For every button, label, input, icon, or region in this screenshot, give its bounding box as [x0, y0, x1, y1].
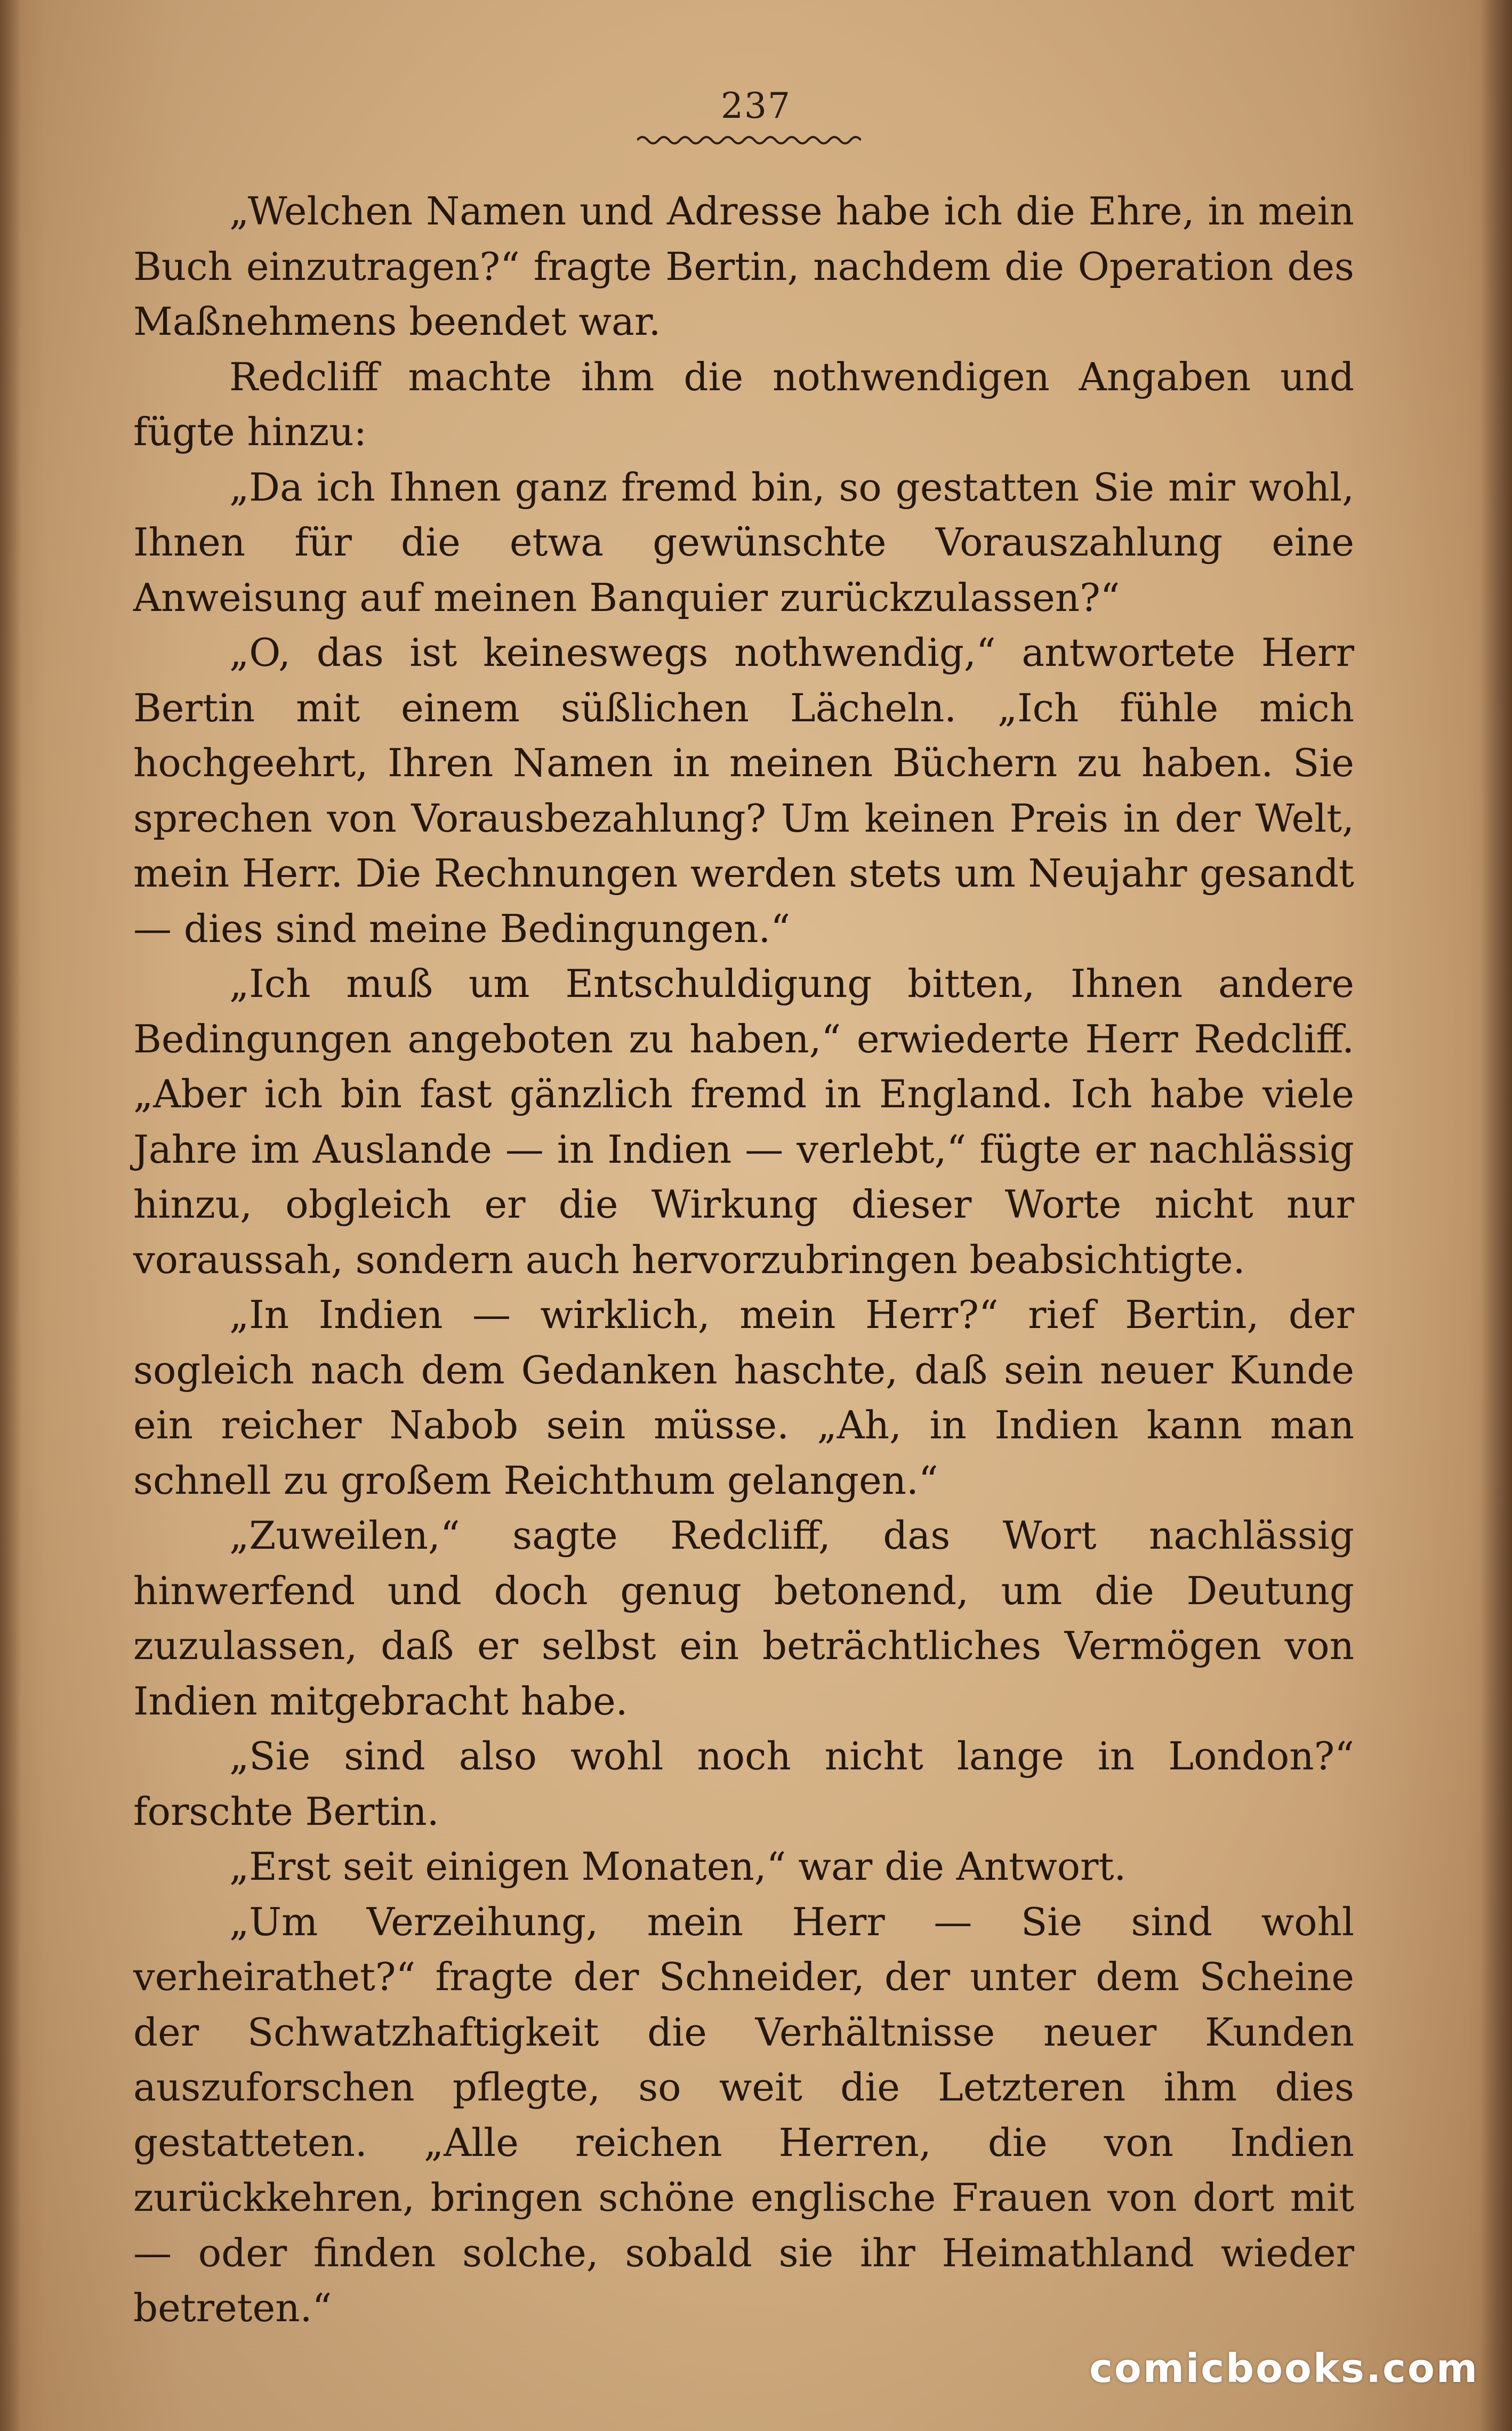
page-edge-left — [0, 0, 21, 2431]
paragraph-1: „Welchen Namen und Adresse habe ich die Ehre, in mein Buch einzutragen?“ fragte Bertin, nachdem die Operation des Maßnehmens beendet war. — [133, 189, 1354, 344]
paragraph-10: „Um Verzeihung, mein Herr — Sie sind wohl verheirathet?“ fragte der Schneider, der unter dem Scheine der Schwatzhaftigkeit die Verhältnisse neuer Kunden auszuforschen pflegte, so weit die Letzteren ihm dies gestatteten. „Alle reichen Herren, die von Indien zurückkehren, bringen schöne englische Frauen von dort mit — oder finden solche, sobald sie ihr Heimathland wieder betreten.“ — [133, 1899, 1354, 2330]
page-number: 237 — [721, 85, 791, 126]
paragraph-9: „Erst seit einigen Monaten,“ war die Antwort. — [229, 1844, 1127, 1889]
paragraph-3: „Da ich Ihnen ganz fremd bin, so gestatten Sie mir wohl, Ihnen für die etwa gewünschte Vorauszahlung eine Anweisung auf meinen Banquier zurückzulassen?“ — [133, 464, 1354, 620]
body-text — [133, 184, 1354, 2336]
page-edge-right — [1480, 0, 1512, 2431]
paragraph-4: „O, das ist keineswegs nothwendig,“ antwortete Herr Bertin mit einem süßlichen Lächeln. „Ich fühle mich hochgeehrt, Ihren Namen in meinen Büchern zu haben. Sie sprechen von Vorausbezahlung? Um keinen Preis in der Welt, mein Herr. Die Rechnungen werden stets um Neujahr gesandt — dies sind meine Bedingungen.“ — [133, 630, 1354, 951]
watermark: comicbooks.com — [1089, 2346, 1479, 2392]
paragraph-8: „Sie sind also wohl noch nicht lange in London?“ forschte Bertin. — [133, 1734, 1354, 1834]
paragraph-5: „Ich muß um Entschuldigung bitten, Ihnen andere Bedingungen angeboten zu haben,“ erwiederte Herr Redcliff. „Aber ich bin fast gänzlich fremd in England. Ich habe viele Jahre im Auslande — in Indien — verlebt,“ fügte er nachlässig hinzu, obgleich er die Wirkung dieser Worte nicht nur voraussah, sondern auch hervorzubringen beabsichtigte. — [133, 961, 1354, 1282]
wavy-ornament-icon — [637, 132, 861, 148]
paragraph-2: Redcliff machte ihm die nothwendigen Angaben und fügte hinzu: — [133, 354, 1354, 454]
paragraph-7: „Zuweilen,“ sagte Redcliff, das Wort nachlässig hinwerfend und doch genug betonend, um die Deutung zuzulassen, daß er selbst ein beträchtliches Vermögen von Indien mitgebracht habe. — [133, 1513, 1354, 1724]
paragraph-6: „In Indien — wirklich, mein Herr?“ rief Bertin, der sogleich nach dem Gedanken haschte, daß sein neuer Kunde ein reicher Nabob sein müsse. „Ah, in Indien kann man schnell zu großem Reichthum gelangen.“ — [133, 1292, 1354, 1503]
